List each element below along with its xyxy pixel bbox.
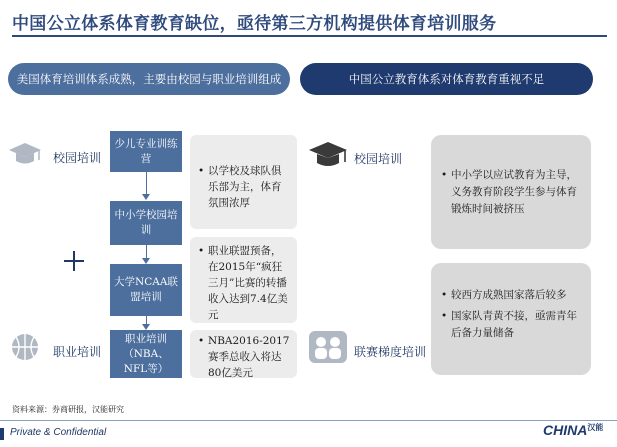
- flow-step-k12-campus: 中小学校园培训: [110, 201, 182, 245]
- bullet-icon: •: [198, 245, 205, 257]
- us-campus-label: 校园培训: [53, 151, 102, 165]
- page-title: 中国公立体系体育教育缺位，亟待第三方机构提供体育培训服务: [12, 14, 497, 34]
- cn-league-text-2: 国家队青黄不接，亟需青年后备力量储备: [451, 310, 577, 339]
- desc-text: 以学校及球队俱乐部为主，体育氛围浓厚: [208, 165, 282, 209]
- flow-step-ncaa: 大学NCAA联盟培训: [110, 264, 182, 316]
- desc-box-pro: [190, 330, 297, 378]
- confidential-label: Private & Confidential: [10, 427, 107, 438]
- china-system-header: 中国公立教育体系对体育教育重视不足: [300, 63, 593, 95]
- desc-text: NBA2016-2017赛季总收入将达80亿美元: [208, 335, 290, 379]
- us-pro-label: 职业培训: [53, 345, 102, 359]
- desc-box-campus: [190, 135, 297, 229]
- company-logo: [543, 422, 603, 438]
- arrow-down-icon: [142, 194, 150, 200]
- source-note: 资料来源：券商研报，汉能研究: [12, 405, 124, 414]
- cn-league-text-1: 较西方成熟国家落后较多: [451, 289, 567, 301]
- basketball-icon: [10, 332, 40, 362]
- logo-text: CHINA: [543, 422, 588, 438]
- bullet-icon: •: [441, 169, 448, 181]
- desc-text: 职业联盟预备，在2015年“疯狂三月”比赛的转播收入达到7.4亿美元: [208, 245, 288, 321]
- cn-campus-box: [431, 135, 591, 249]
- flow-step-pro-league: 职业培训（NBA、NFL等）: [110, 330, 182, 378]
- flow-step-youth-camp: 少儿专业训练营: [110, 131, 182, 172]
- bullet-icon: •: [198, 165, 205, 177]
- flow-connector: [146, 172, 147, 196]
- title-divider: [12, 35, 607, 37]
- team-icon: [308, 330, 348, 364]
- cn-campus-label: 校园培训: [354, 152, 403, 166]
- bullet-icon: •: [198, 335, 205, 347]
- cn-league-label: 联赛梯度培训: [354, 345, 427, 359]
- logo-subtext: 汉能: [587, 423, 604, 432]
- bullet-icon: •: [441, 289, 448, 301]
- cn-campus-text: 中小学以应试教育为主导，义务教育阶段学生参与体育锻炼时间被挤压: [451, 169, 577, 215]
- cn-league-box: [431, 263, 591, 375]
- footer-divider: [0, 420, 617, 421]
- graduation-cap-icon: [308, 140, 348, 170]
- plus-icon: [64, 251, 84, 271]
- bullet-icon: •: [441, 310, 448, 322]
- desc-box-ncaa: [190, 237, 297, 323]
- graduation-cap-icon: [8, 141, 42, 167]
- footer-accent-bar: [0, 428, 4, 440]
- us-system-header: 美国体育培训体系成熟，主要由校园与职业培训组成: [8, 63, 290, 95]
